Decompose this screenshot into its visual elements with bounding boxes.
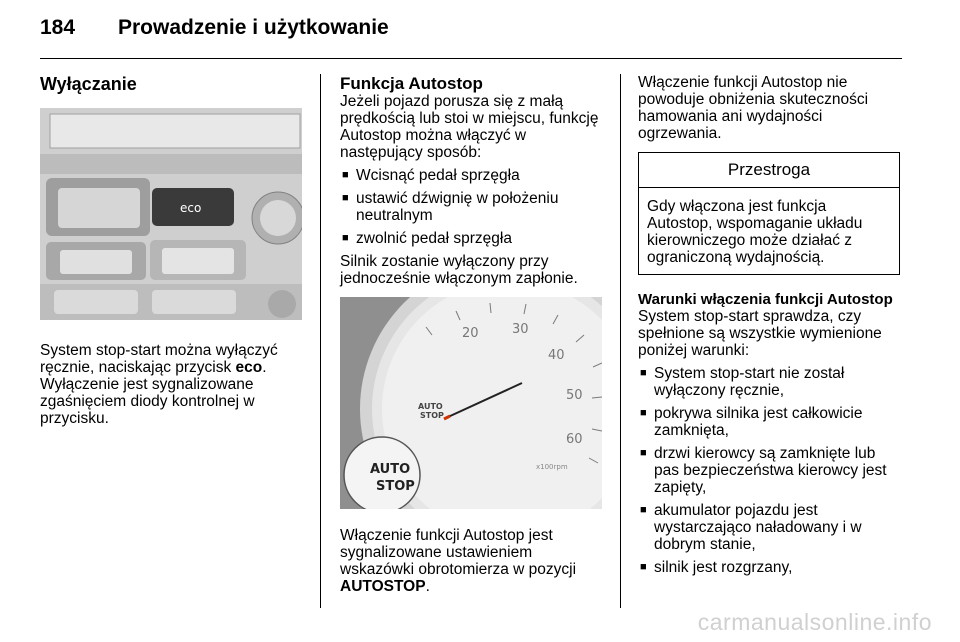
page-number: 184 — [40, 16, 76, 39]
list-item: ■ silnik jest rozgrzany, — [640, 559, 793, 576]
list-item: ■ pokrywa silnika jest całkowicie zamknięta, — [640, 405, 863, 439]
conditions-heading: Warunki włączenia funkcji Autostop — [638, 291, 893, 308]
list-item: ■ ustawić dźwignię w położeniu neutralnym — [342, 190, 559, 224]
list-item: ■ drzwi kierowcy są zamknięte lub pas bezpieczeństwa kierowcy jest zapięty, — [640, 445, 887, 496]
list-item: ■ zwolnić pedał sprzęgła — [342, 230, 512, 247]
result-paragraph: Silnik zostanie wyłączony przy jednocześnie włączonym zapłonie. — [340, 253, 578, 287]
column-divider — [320, 74, 321, 608]
intro-paragraph: Jeżeli pojazd porusza się z małą prędkością lub stoi w miejscu, funkcję Autostop można włączyć w następujący sposób: — [340, 93, 599, 161]
section-heading: Funkcja Autostop — [340, 74, 483, 93]
tachometer-photo — [340, 297, 602, 509]
warning-title: Przestroga — [639, 153, 899, 188]
gauge-autostop-mark: AUTO — [418, 402, 443, 411]
gauge-tick: 20 — [462, 326, 479, 341]
autostop-callout: STOP — [376, 479, 415, 494]
page-title: Prowadzenie i użytkowanie — [118, 16, 389, 39]
intro-paragraph: Włączenie funkcji Autostop nie powoduje obniżenia skuteczności hamowania ani wydajności ogrzewania. — [638, 74, 869, 142]
gauge-autostop-mark: STOP — [420, 411, 444, 420]
column-2 — [340, 74, 604, 601]
eco-button-label: eco — [180, 201, 202, 215]
eco-button-photo — [40, 108, 302, 320]
header-rule — [40, 58, 902, 59]
conditions-list — [638, 365, 902, 576]
gauge-tick: 30 — [512, 322, 529, 337]
watermark: carmanualsonline.info — [697, 609, 932, 635]
column-divider — [620, 74, 621, 608]
autostop-callout: AUTO — [370, 462, 411, 477]
section-title: Wyłączanie — [40, 74, 137, 94]
warning-box — [638, 152, 900, 275]
list-item: ■ System stop-start nie został wyłączony ręcznie, — [640, 365, 845, 399]
gauge-caption: Włączenie funkcji Autostop jest sygnalizowane ustawieniem wskazówki obrotomierza w pozycji AUTOSTOP. — [340, 527, 577, 595]
gauge-tick: 60 — [566, 432, 583, 447]
column-3 — [638, 74, 902, 582]
gauge-tick: 40 — [548, 348, 565, 363]
eco-description: System stop-start można wyłączyć ręcznie, naciskając przycisk eco. Wyłączenie jest sygnalizowane zgaśnięciem diody kontrolnej w przycisku. — [40, 342, 278, 427]
gauge-tick: 50 — [566, 388, 583, 403]
steps-list — [340, 167, 604, 247]
page-header — [40, 16, 902, 46]
list-item: ■ Wcisnąć pedał sprzęgła — [342, 167, 520, 184]
list-item: ■ akumulator pojazdu jest wystarczająco naładowany i w dobrym stanie, — [640, 502, 862, 553]
gauge-unit: x100rpm — [536, 463, 568, 471]
warning-text: Gdy włączona jest funkcja Autostop, wspomaganie układu kierowniczego może działać z ograniczoną wydajnością. — [647, 198, 863, 266]
conditions-intro: System stop-start sprawdza, czy spełnione są wszystkie wymienione poniżej warunki: — [638, 308, 882, 359]
column-1 — [40, 74, 302, 433]
